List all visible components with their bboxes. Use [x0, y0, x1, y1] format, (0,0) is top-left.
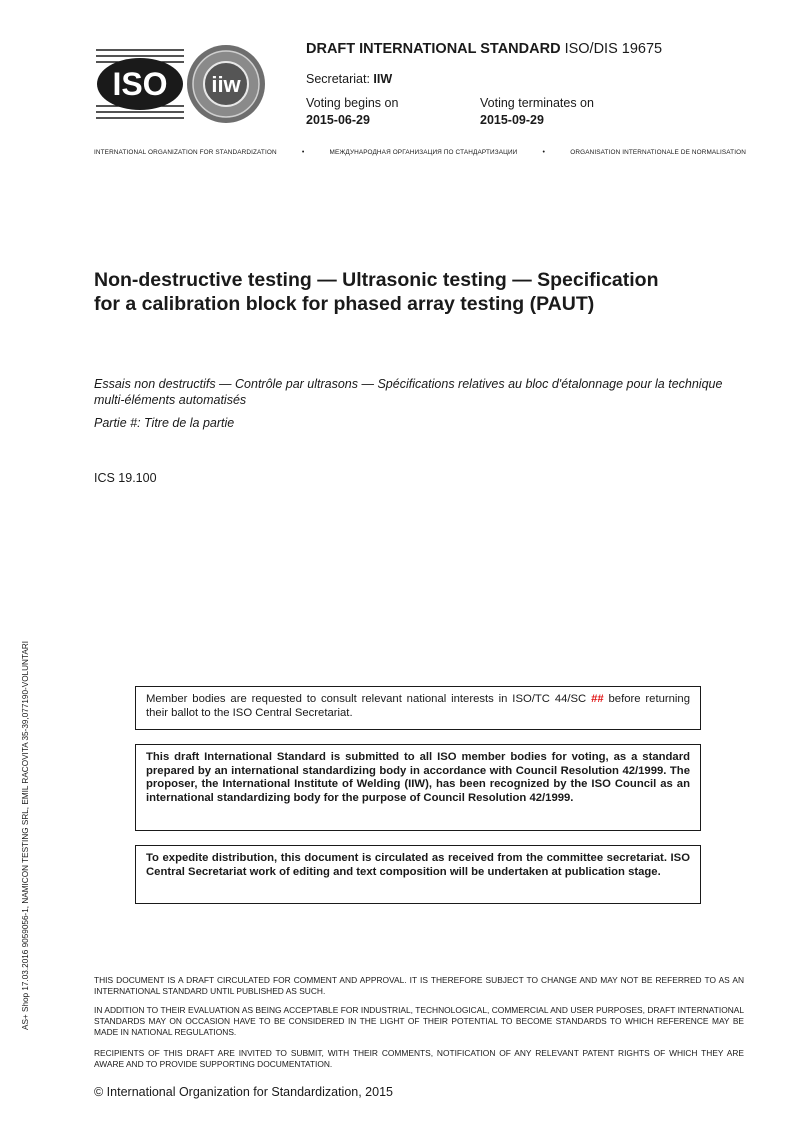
voting-ends-date: 2015-09-29 [480, 113, 544, 127]
org-separator: • [301, 149, 305, 156]
voting-ends-label: Voting terminates on [480, 96, 594, 110]
org-name-en: INTERNATIONAL ORGANIZATION FOR STANDARDIZATION [94, 149, 277, 156]
organization-line [94, 149, 746, 156]
iiw-logo [186, 44, 266, 124]
document-number: ISO/DIS 19675 [564, 41, 663, 57]
license-watermark: AS+ Shop 17.03.2016 9059056-1, NAMICON TESTING SRL, EMIL RACOVITA 35-39,077190-VOLUNTARI [21, 640, 30, 1030]
french-title: Essais non destructifs — Contrôle par ultrasons — Spécifications relatives au bloc d'étalonnage pour la technique multi-éléments automatisés [94, 377, 723, 407]
org-separator: • [542, 149, 546, 156]
voting-begins-date: 2015-06-29 [306, 113, 370, 127]
secretariat [306, 72, 392, 86]
patent-disclaimer: RECIPIENTS OF THIS DRAFT ARE INVITED TO SUBMIT, WITH THEIR COMMENTS, NOTIFICATION OF ANY RELEVANT PATENT RIGHTS OF WHICH THEY ARE AWARE AND TO PROVIDE SUPPORTING DOCUMENTATION. [94, 1048, 744, 1069]
org-name-fr: ORGANISATION INTERNATIONALE DE NORMALISATION [570, 149, 746, 156]
distribution-notice: To expedite distribution, this document is circulated as received from the committee secretariat. ISO Central Secretariat work of editing and text composition will be undertaken at publication stage. [135, 845, 701, 904]
title-line-1: Non-destructive testing — Ultrasonic testing — Specification [94, 269, 659, 291]
title-line-2: for a calibration block for phased array testing (PAUT) [94, 293, 595, 315]
part-title: Partie #: Titre de la partie [94, 416, 235, 430]
evaluation-disclaimer: IN ADDITION TO THEIR EVALUATION AS BEING ACCEPTABLE FOR INDUSTRIAL, TECHNOLOGICAL, COMMERCIAL AND USER PURPOSES, DRAFT INTERNATIONAL STANDARDS MAY ON OCCASION HAVE TO BE CONSIDERED IN THE LIGHT OF THEIR POTENTIAL TO BECOME STANDARDS TO WHICH REFERENCE MAY BE MADE IN NATIONAL REGULATIONS. [94, 1005, 744, 1037]
copyright: © International Organization for Standardization, 2015 [94, 1085, 393, 1099]
ics-code: ICS 19.100 [94, 471, 157, 485]
voting-begins-label: Voting begins on [306, 96, 399, 110]
voting-notice: This draft International Standard is submitted to all ISO member bodies for voting, as a standard prepared by an international standardizing body in accordance with Council Resolution 42/1999. The proposer, the International Institute of Welding (IIW), has been recognized by the ISO Council as an international standardizing body for the purpose of Council Resolution 42/1999. [135, 744, 701, 831]
org-name-ru: МЕЖДУНАРОДНАЯ ОРГАНИЗАЦИЯ ПО СТАНДАРТИЗАЦИИ [329, 149, 518, 156]
notice-text: Member bodies are requested to consult relevant national interests in ISO/TC 44/SC [146, 693, 592, 705]
secretariat-label: Secretariat: [306, 72, 370, 86]
document-title [94, 268, 734, 316]
secretariat-value: IIW [373, 72, 393, 86]
svg-text:iiw: iiw [211, 72, 241, 97]
draft-disclaimer: THIS DOCUMENT IS A DRAFT CIRCULATED FOR COMMENT AND APPROVAL. IT IS THEREFORE SUBJECT TO CHANGE AND MAY NOT BE REFERRED TO AS AN INTERNATIONAL STANDARD UNTIL PUBLISHED AS SUCH. [94, 975, 744, 996]
document-type-label: DRAFT INTERNATIONAL STANDARD [306, 41, 561, 57]
subcommittee-placeholder: ## [591, 693, 604, 705]
document-type [306, 41, 662, 57]
iso-logo [96, 44, 184, 124]
member-bodies-notice [135, 686, 701, 730]
notice-text-end: before returning their ballot to the ISO Central Secretariat. [146, 693, 690, 719]
svg-text:ISO: ISO [112, 66, 168, 102]
